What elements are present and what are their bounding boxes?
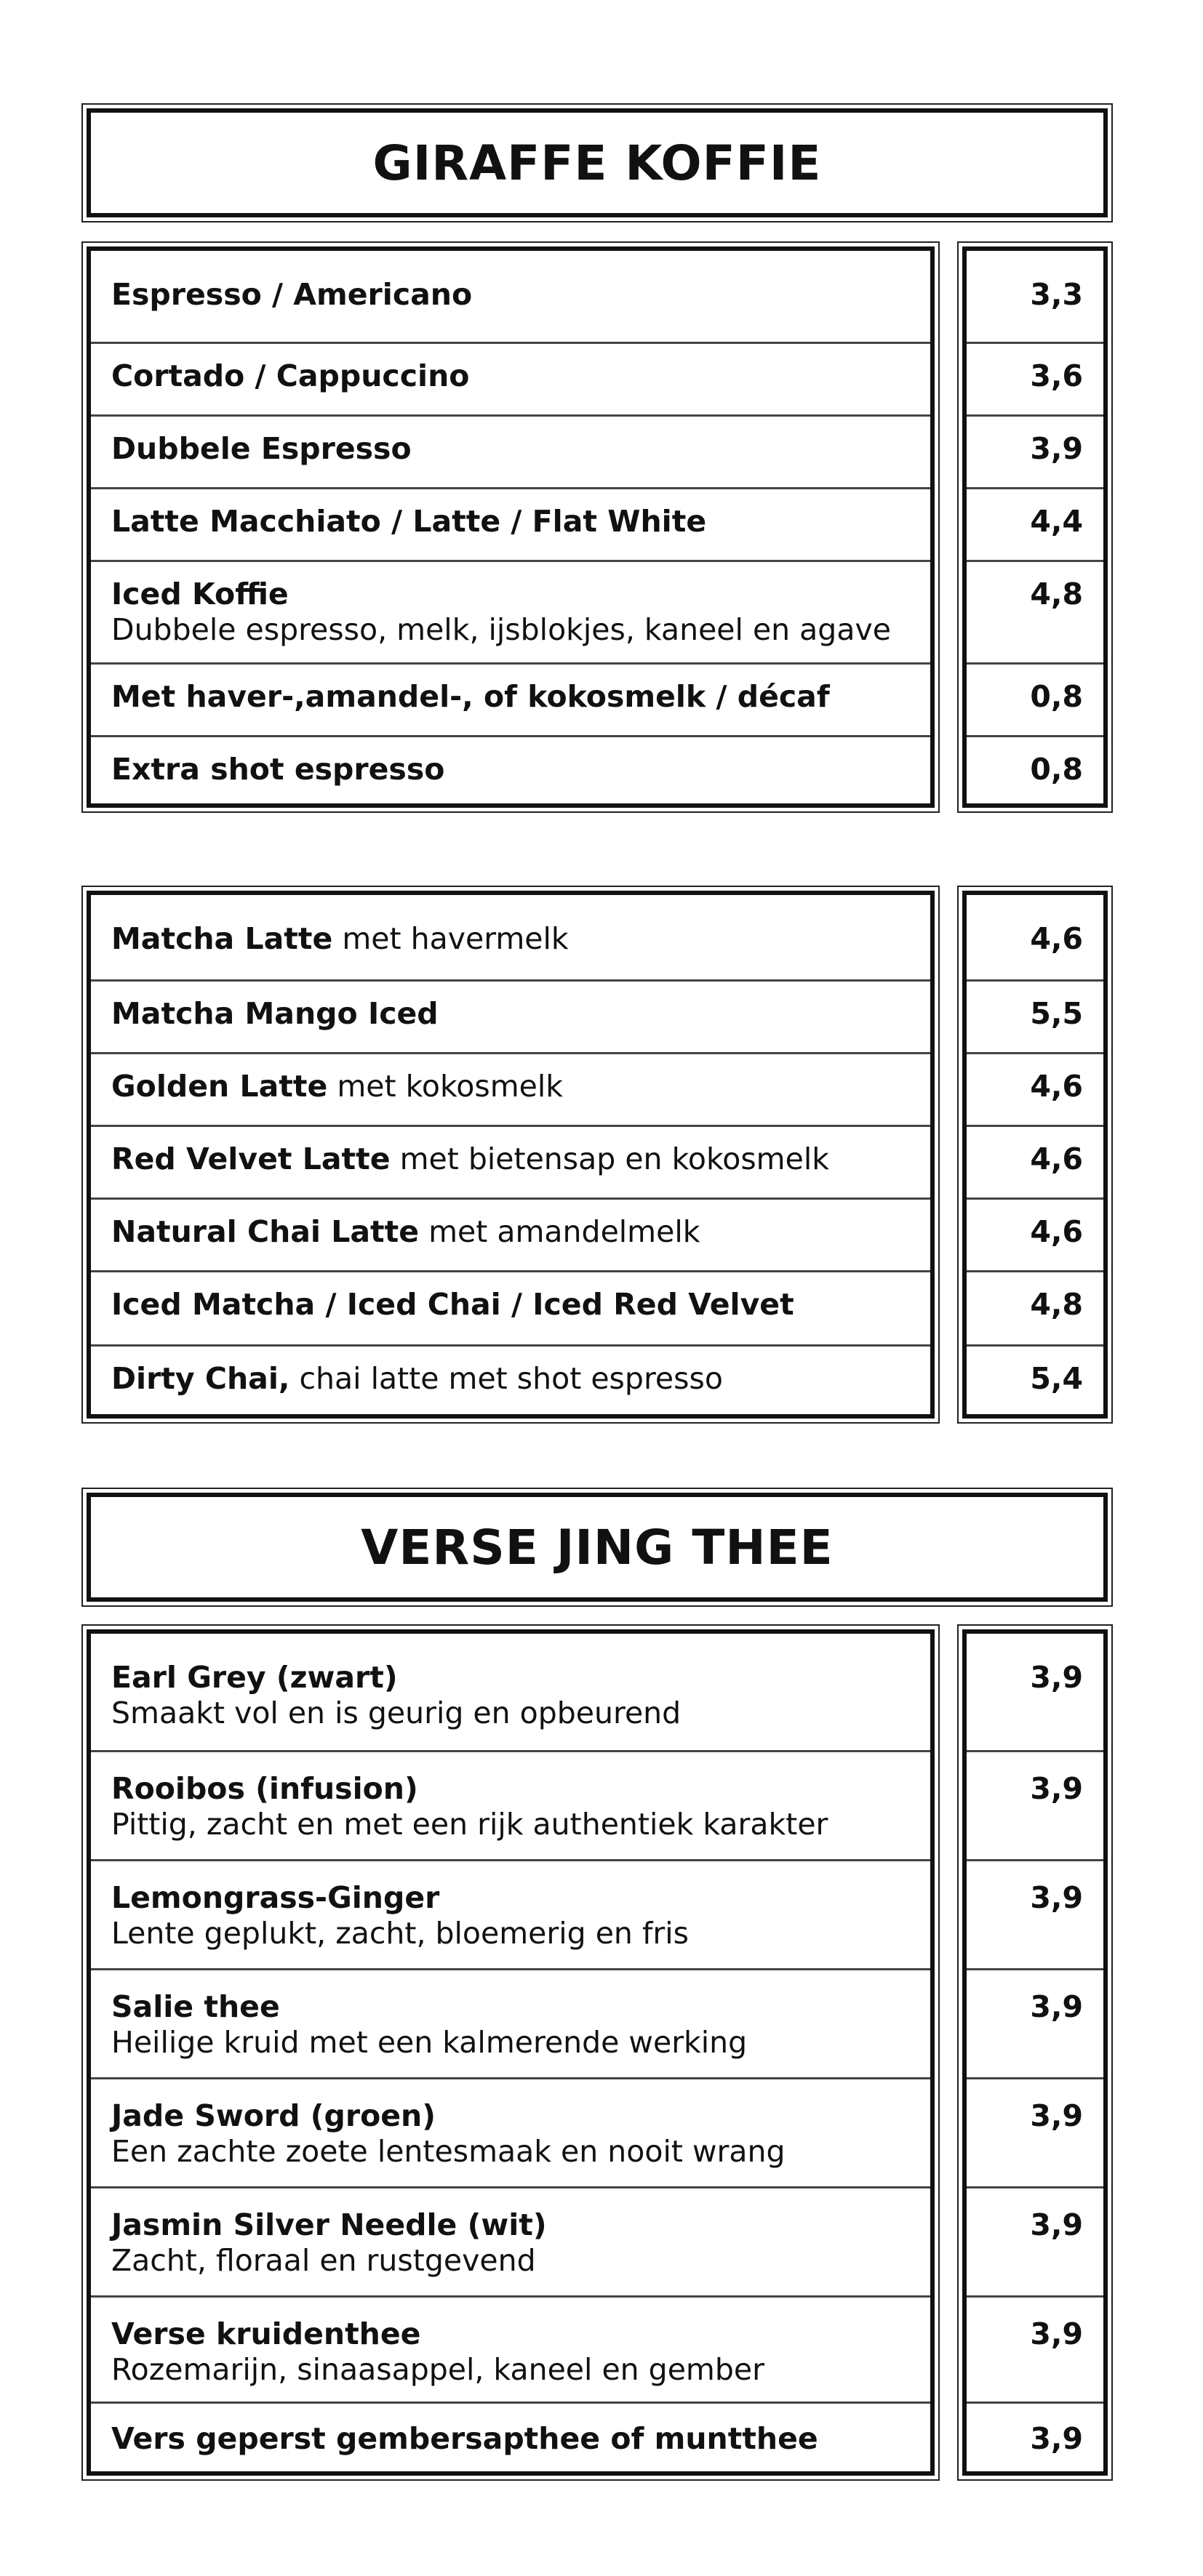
item-description: Dubbele espresso, melk, ijsblokjes, kaneel en agave — [111, 612, 891, 647]
menu-row — [91, 414, 930, 487]
item-price: 3,9 — [1030, 1771, 1083, 1806]
menu-row — [91, 979, 930, 1052]
menu-row — [91, 2295, 930, 2402]
menu-row — [91, 1344, 930, 1417]
menu-row — [91, 1270, 930, 1344]
item-suffix: met bietensap en kokosmelk — [390, 1141, 829, 1176]
item-price: 3,6 — [1030, 358, 1083, 393]
item-price: 4,8 — [1030, 1287, 1083, 1322]
koffie-title-box — [81, 103, 1113, 222]
menu-row — [91, 2402, 930, 2474]
item-description: Heilige kruid met een kalmerende werking — [111, 2025, 748, 2060]
thee-price-box — [957, 1624, 1113, 2481]
item-name: Dirty Chai, — [111, 1361, 290, 1396]
item-description: Een zachte zoete lentesmaak en nooit wrang — [111, 2134, 786, 2169]
item-price: 3,9 — [1030, 2207, 1083, 2242]
item-name: Dubbele Espresso — [111, 431, 412, 466]
item-name: Latte Macchiato / Latte / Flat White — [111, 504, 707, 539]
item-name: Golden Latte — [111, 1069, 328, 1104]
koffie-price-box — [957, 241, 1113, 813]
menu-row — [91, 662, 930, 735]
item-price: 5,5 — [1030, 996, 1083, 1031]
item-name: Earl Grey (zwart) — [111, 1660, 398, 1695]
menu-row — [91, 1859, 930, 1968]
item-price: 4,6 — [1030, 921, 1083, 956]
menu-row — [91, 342, 930, 414]
item-price: 3,9 — [1030, 431, 1083, 466]
item-price: 3,9 — [1030, 1880, 1083, 1915]
item-name: Natural Chai Latte — [111, 1214, 420, 1249]
menu-row — [91, 2186, 930, 2295]
menu-row — [91, 2077, 930, 2186]
item-name: Matcha Mango Iced — [111, 996, 439, 1031]
item-name: Jade Sword (groen) — [111, 2098, 436, 2133]
menu-row — [91, 560, 930, 662]
specials-price-box — [957, 886, 1113, 1424]
item-price: 4,6 — [1030, 1214, 1083, 1249]
item-price: 4,4 — [1030, 504, 1083, 539]
item-suffix: met havermelk — [332, 921, 569, 956]
item-price: 0,8 — [1030, 679, 1083, 714]
item-suffix: met amandelmelk — [419, 1214, 700, 1249]
item-name: Rooibos (infusion) — [111, 1771, 418, 1806]
item-price: 3,3 — [1030, 277, 1083, 312]
item-name: Iced Koffie — [111, 577, 289, 611]
menu-row — [91, 1634, 930, 1750]
item-price: 3,9 — [1030, 2098, 1083, 2133]
thee-title: VERSE JING THEE — [361, 1519, 834, 1576]
menu-row — [91, 1052, 930, 1125]
item-name: Vers geperst gembersapthee of muntthee — [111, 2421, 818, 2456]
specials-menu-box — [81, 886, 940, 1424]
item-price: 3,9 — [1030, 2421, 1083, 2456]
menu-row — [91, 1125, 930, 1197]
koffie-menu-box — [81, 241, 940, 813]
item-name: Jasmin Silver Needle (wit) — [111, 2207, 547, 2242]
item-name: Extra shot espresso — [111, 752, 445, 787]
item-name: Espresso / Americano — [111, 277, 473, 312]
item-description: Rozemarijn, sinaasappel, kaneel en gember — [111, 2352, 764, 2387]
item-suffix: chai latte met shot espresso — [289, 1361, 723, 1396]
item-price: 3,9 — [1030, 2316, 1083, 2351]
menu-row — [91, 1968, 930, 2077]
menu-row — [91, 895, 930, 979]
item-description: Pittig, zacht en met een rijk authentiek karakter — [111, 1807, 828, 1842]
item-name: Lemongrass-Ginger — [111, 1880, 440, 1915]
thee-menu-box — [81, 1624, 940, 2481]
item-name: Cortado / Cappuccino — [111, 358, 470, 393]
item-description: Smaakt vol en is geurig en opbeurend — [111, 1696, 682, 1730]
item-name: Salie thee — [111, 1989, 280, 2024]
item-price: 4,6 — [1030, 1069, 1083, 1104]
item-price: 4,8 — [1030, 577, 1083, 611]
item-name: Red Velvet Latte — [111, 1141, 391, 1176]
menu-row — [91, 1750, 930, 1859]
item-suffix: met kokosmelk — [327, 1069, 563, 1104]
koffie-title: GIRAFFE KOFFIE — [372, 135, 822, 191]
item-name: Iced Matcha / Iced Chai / Iced Red Velvet — [111, 1287, 794, 1322]
item-name: Met haver-,amandel-, of kokosmelk / décaf — [111, 679, 830, 714]
item-price: 3,9 — [1030, 1660, 1083, 1695]
menu-row — [91, 1197, 930, 1270]
item-name: Matcha Latte — [111, 921, 333, 956]
menu-row — [91, 251, 930, 342]
item-price: 3,9 — [1030, 1989, 1083, 2024]
menu-row — [91, 487, 930, 560]
menu-row — [91, 735, 930, 806]
thee-title-box — [81, 1488, 1113, 1607]
item-price: 4,6 — [1030, 1141, 1083, 1176]
item-name: Verse kruidenthee — [111, 2316, 421, 2351]
item-price: 0,8 — [1030, 752, 1083, 787]
item-description: Zacht, floraal en rustgevend — [111, 2243, 536, 2278]
item-price: 5,4 — [1030, 1361, 1083, 1396]
item-description: Lente geplukt, zacht, bloemerig en fris — [111, 1916, 689, 1951]
